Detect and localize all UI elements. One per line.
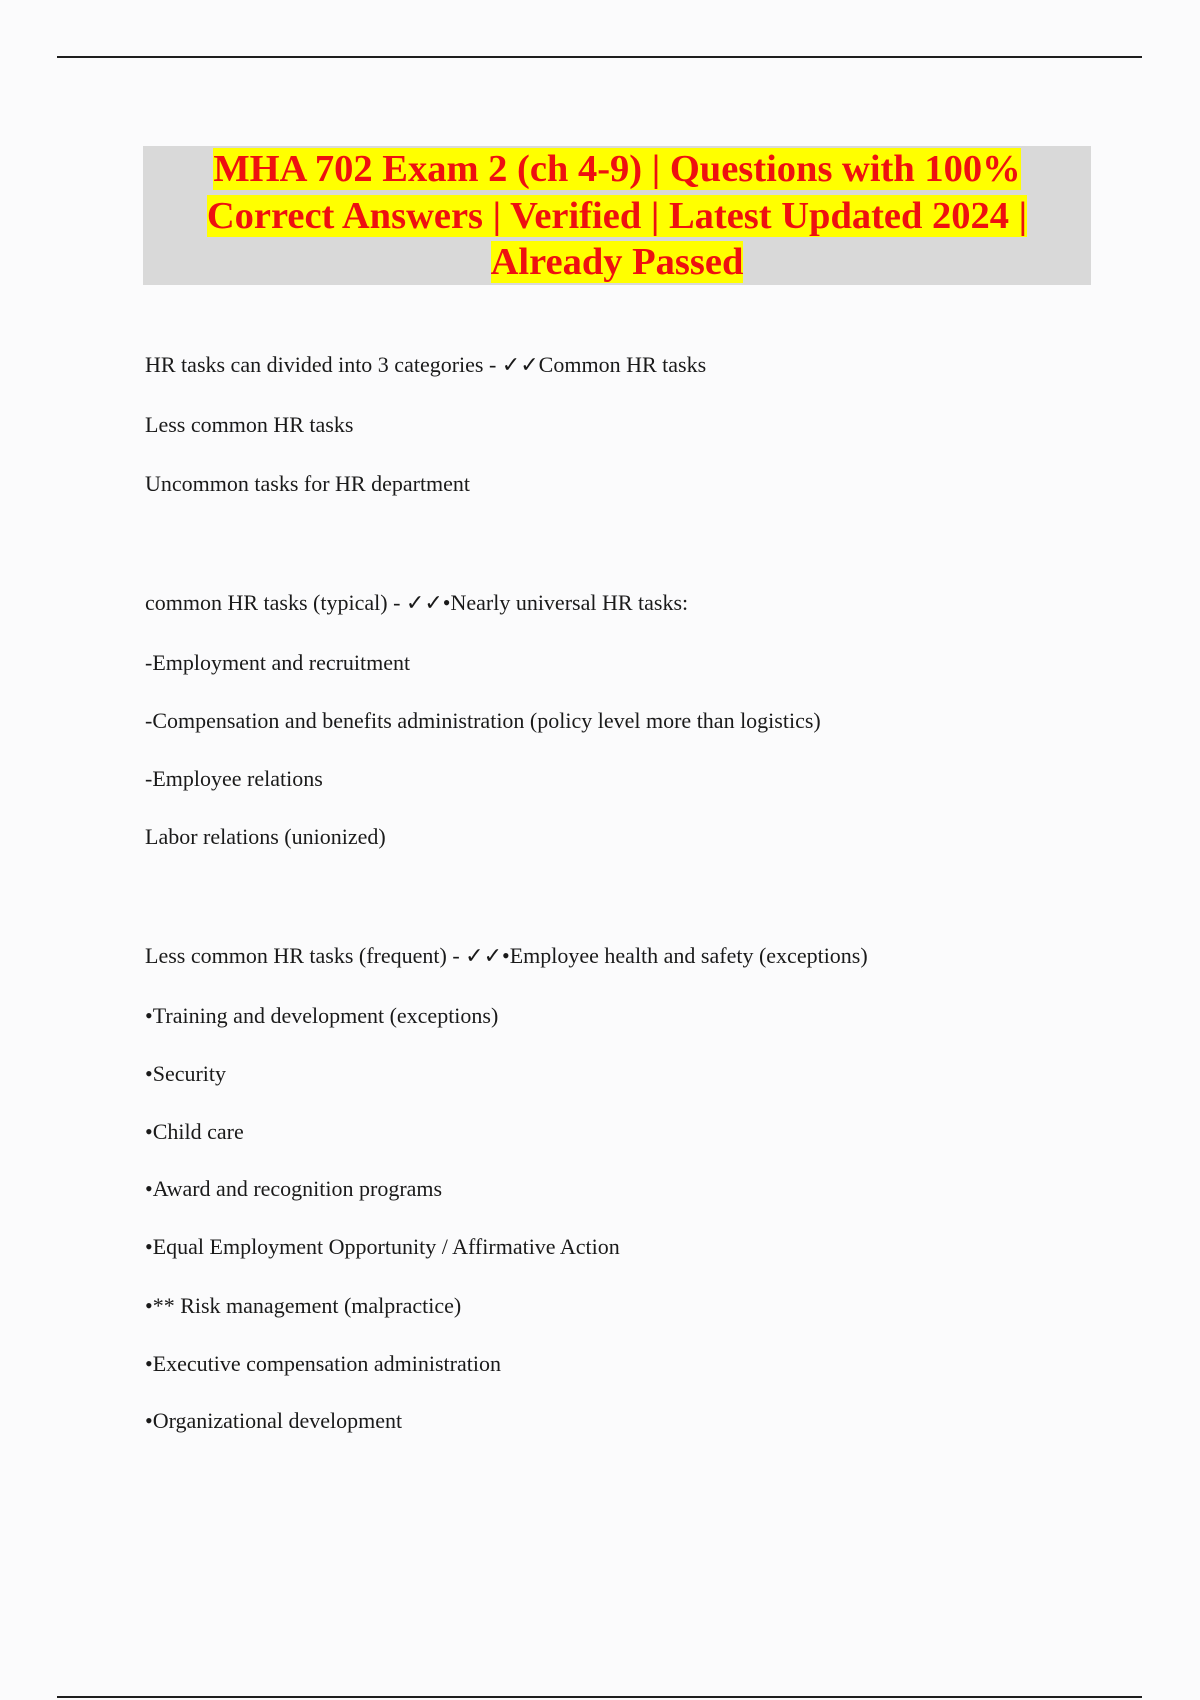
answer-line: •Training and development (exceptions)	[145, 1003, 499, 1028]
answer-line: •** Risk management (malpractice)	[145, 1293, 462, 1318]
title-line-3: Already Passed	[490, 241, 744, 283]
title-banner	[143, 146, 1091, 285]
answer-line: Labor relations (unionized)	[145, 824, 386, 849]
question-less-common-hr-tasks: Less common HR tasks (frequent) - ✓✓•Employee health and safety (exceptions)	[145, 943, 868, 968]
title-line-2: Correct Answers | Verified | Latest Updated 2024 |	[206, 194, 1028, 237]
answer-line: •Award and recognition programs	[145, 1176, 443, 1201]
answer-line: •Organizational development	[145, 1408, 403, 1433]
answer-line: •Executive compensation administration	[145, 1351, 501, 1376]
answer-line: •Equal Employment Opportunity / Affirmative Action	[145, 1234, 620, 1259]
document-title	[143, 146, 1091, 286]
answer-line: Uncommon tasks for HR department	[145, 471, 471, 496]
question-common-hr-tasks: common HR tasks (typical) - ✓✓•Nearly universal HR tasks:	[145, 590, 689, 615]
answer-line: •Security	[145, 1061, 227, 1086]
question-hr-categories: HR tasks can divided into 3 categories - ✓✓Common HR tasks	[145, 352, 707, 377]
answer-line: •Child care	[145, 1119, 244, 1144]
answer-line: -Employment and recruitment	[145, 650, 411, 675]
bottom-divider	[57, 1696, 1142, 1698]
title-line-1: MHA 702 Exam 2 (ch 4-9) | Questions with 100%	[213, 148, 1021, 190]
top-divider	[57, 56, 1142, 58]
answer-line: -Employee relations	[145, 766, 323, 791]
answer-line: Less common HR tasks	[145, 412, 354, 437]
answer-line: -Compensation and benefits administration (policy level more than logistics)	[145, 708, 821, 733]
